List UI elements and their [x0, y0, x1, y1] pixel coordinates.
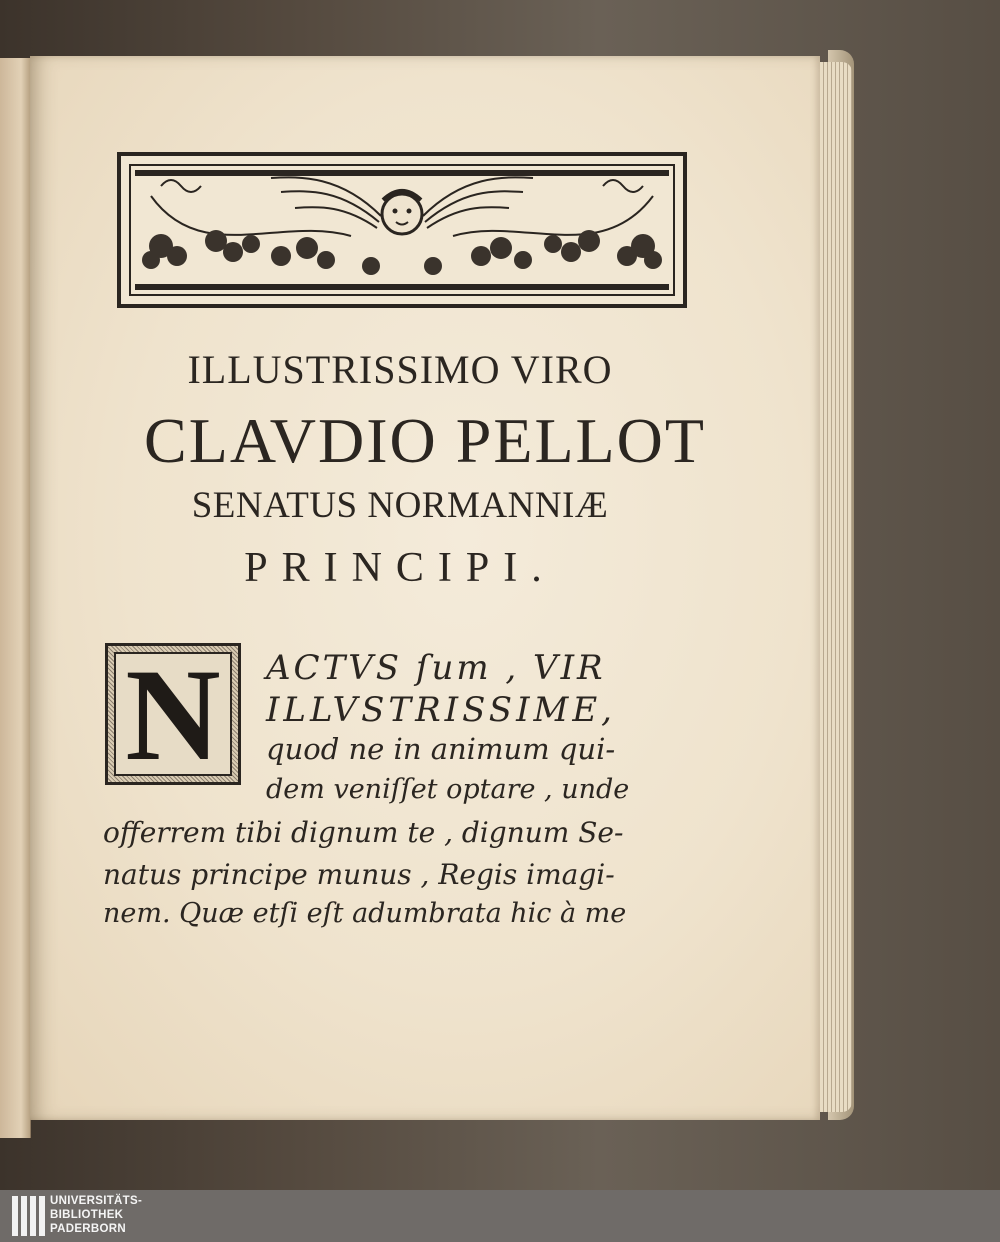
- body-line-4: dem veniſſet optare , unde: [266, 774, 630, 805]
- logo-line-2: BIBLIOTHEK: [50, 1209, 124, 1221]
- dedication-line-1: ILLUSTRISSIMO VIRO: [187, 347, 613, 392]
- body-line-7: nem. Quæ etſi eſt adumbrata hic à me: [103, 898, 627, 929]
- dedication-line-4: PRINCIPI.: [244, 545, 556, 591]
- library-footer-bar: [0, 1190, 1000, 1242]
- decorated-initial: [105, 641, 241, 788]
- body-line-1: ACTVS ſum , VIR: [266, 648, 606, 688]
- logo-line-1: UNIVERSITÄTS-: [50, 1195, 143, 1207]
- ornamental-headpiece: [117, 152, 687, 308]
- body-line-3: quod ne in animum qui-: [266, 732, 616, 766]
- cherub-garland-ornament: [121, 156, 683, 304]
- dedication-line-3: SENATUS NORMANNIÆ: [191, 485, 609, 526]
- left-page-edge: [0, 58, 31, 1138]
- logo-line-3: PADERBORN: [50, 1223, 126, 1235]
- initial-letter: N: [125, 641, 221, 788]
- library-logo-text: [50, 1194, 142, 1236]
- body-line-6: natus principe munus , Regis imagi-: [103, 858, 615, 891]
- dedicatee-name: CLAVDIO PELLOT: [144, 405, 706, 476]
- library-logo-icon: [8, 1194, 48, 1238]
- body-line-5: offerrem tibi dignum te , dignum Se-: [103, 816, 624, 849]
- body-line-2: ILLVSTRISSIME,: [266, 690, 616, 730]
